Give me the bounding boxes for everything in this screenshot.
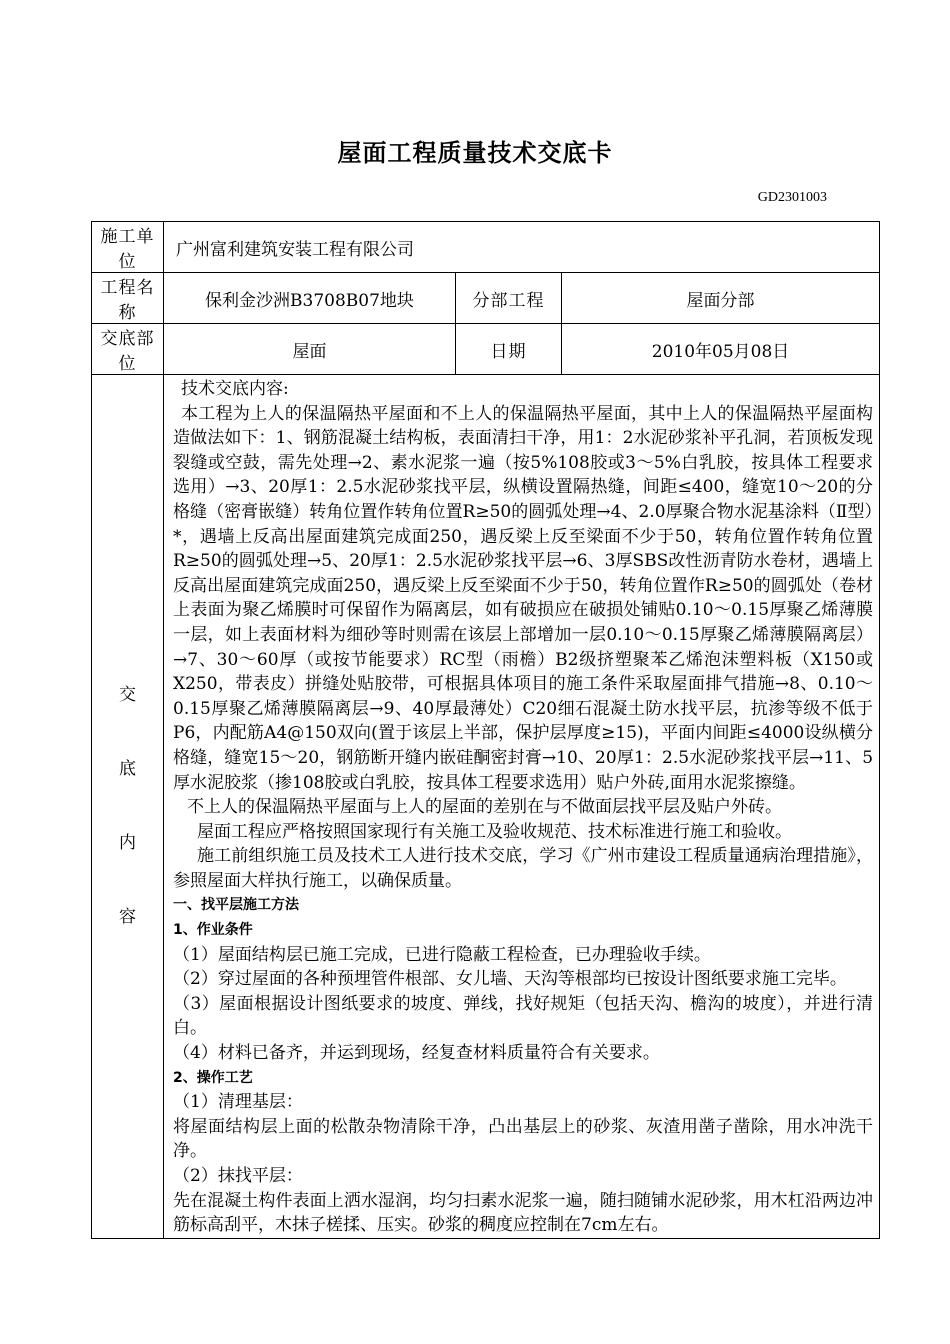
operation-text: 将屋面结构层上面的松散杂物清除干净，凸出基层上的砂浆、灰渣用凿子凿除，用水冲洗干净。 bbox=[173, 1116, 874, 1162]
document-code: GD2301003 bbox=[757, 190, 827, 205]
side-char: 底 bbox=[119, 759, 136, 780]
page-title: 屋面工程质量技术交底卡 bbox=[337, 139, 613, 167]
location-label: 交底部位 bbox=[92, 324, 164, 375]
operation-step: （1）清理基层： bbox=[173, 1092, 303, 1113]
condition-item: （3）屋面根据设计图纸要求的坡度、弹线，找好规矩（包括天沟、檐沟的坡度），并进行清白。 bbox=[173, 993, 874, 1039]
disclosure-card-table bbox=[91, 221, 880, 1239]
unit-value: 广州富利建筑安装工程有限公司 bbox=[164, 222, 880, 273]
division-label: 分部工程 bbox=[456, 273, 562, 324]
side-char: 容 bbox=[119, 907, 136, 928]
table-row bbox=[92, 273, 880, 324]
disclosure-content bbox=[164, 375, 880, 1239]
content-paragraph: 不上人的保温隔热平屋面与上人的屋面的差别在与不做面层找平层及贴户外砖。 bbox=[187, 797, 782, 818]
side-char: 内 bbox=[119, 833, 136, 854]
unit-label: 施工单位 bbox=[92, 222, 164, 273]
location-value: 屋面 bbox=[164, 324, 456, 375]
condition-item: （1）屋面结构层已施工完成，已进行隐蔽工程检查，已办理验收手续。 bbox=[173, 944, 711, 965]
table-row bbox=[92, 222, 880, 273]
condition-item: （4）材料已备齐，并运到现场，经复查材料质量符合有关要求。 bbox=[173, 1043, 660, 1064]
content-paragraph: 屋面工程应严格按照国家现行有关施工及验收规范、技术标准进行施工和验收。 bbox=[197, 821, 792, 842]
division-value: 屋面分部 bbox=[562, 273, 880, 324]
project-label: 工程名称 bbox=[92, 273, 164, 324]
section-heading: 一、找平层施工方法 bbox=[173, 897, 299, 914]
table-row bbox=[92, 375, 880, 1239]
operation-step: （2）抹找平层： bbox=[173, 1166, 303, 1186]
condition-item: （2）穿过屋面的各种预埋管件根部、女儿墙、天沟等根部均已按设计图纸要求施工完毕。 bbox=[173, 969, 847, 990]
date-value: 2010年05月08日 bbox=[562, 324, 880, 375]
subsection-heading: 1、作业条件 bbox=[173, 922, 253, 939]
project-value: 保利金沙洲B3708B07地块 bbox=[164, 273, 456, 324]
side-char: 交 bbox=[119, 685, 136, 706]
disclosure-content-label bbox=[92, 375, 164, 1239]
content-paragraph: 施工前组织施工员及技术工人进行技术交底，学习《广州市建设工程质量通病治理措施》，参照屋面大样执行施工，以确保质量。 bbox=[173, 846, 874, 891]
date-label: 日期 bbox=[456, 324, 562, 375]
table-row bbox=[92, 324, 880, 375]
content-paragraph: 本工程为上人的保温隔热平屋面和不上人的保温隔热平屋面，其中上人的保温隔热平屋面构造做法如下：1、钢筋混凝土结构板，表面清扫干净，用1：2水泥砂浆补平孔洞，若顶板发现裂缝或空鼓，需先处理→2、素水泥浆一遍（按5%108胶或3～5%白乳胶，按具体工程要求选用）→3、20厚1：2.5水泥砂浆找平层，纵横设置隔热缝，间距≤400，缝宽10～20的分格缝（密膏嵌缝）转角位置作转角位置R≥50的圆弧处理→4、2.0厚聚合物水泥基涂料（Ⅱ型）*，遇墙上反高出屋面建筑完成面250，遇反梁上反至梁面不少于50，转角位置作转角位置R≥50的圆弧处理→5、20厚1：2.5水泥砂浆找平层→6、3厚SBS改性沥青防水卷材，遇墙上反高出屋面建筑完成面250，遇反梁上反至梁面不少于50，转角位置作R≥50的圆弧处（卷材上表面为聚乙烯膜时可保留作为隔离层，如有破损应在破损处铺贴0.10～0.15厚聚乙烯薄膜一层，如上表面材料为细砂等时则需在该层上部增加一层0.10～0.15厚聚乙烯薄膜隔离层）→7、30～60厚（或按节能要求）RC型（雨檐）B2级挤塑聚苯乙烯泡沫塑料板（X150或X250，带表皮）拼缝处贴胶带，可根据具体项目的施工条件采取屋面排气措施→8、0.10～0.15厚聚乙烯薄膜隔离层→9、40厚最薄处）C20细石混凝土防水找平层，抗渗等级不低于P6，内配筋A4@150双向(置于该层上半部，保护层厚度≥15)，平面内间距≤4000设纵横分格缝，缝宽15～20，钢筋断开缝内嵌硅酮密封膏→10、20厚1：2.5水泥砂浆找平层→11、5厚水泥胶浆（掺108胶或白乳胶，按具体工程要求选用）贴户外砖,面用水泥浆擦缝。 bbox=[173, 403, 874, 793]
content-heading: 技术交底内容: bbox=[181, 379, 289, 399]
operation-text: 先在混凝土构件表面上洒水湿润，均匀扫素水泥浆一遍，随扫随铺水泥砂浆，用木杠沿两边冲筋标高刮平，木抹子槎揉、压实。砂浆的稠度应控制在7cm左右。 bbox=[173, 1190, 874, 1236]
subsection-heading: 2、操作工艺 bbox=[173, 1069, 253, 1086]
